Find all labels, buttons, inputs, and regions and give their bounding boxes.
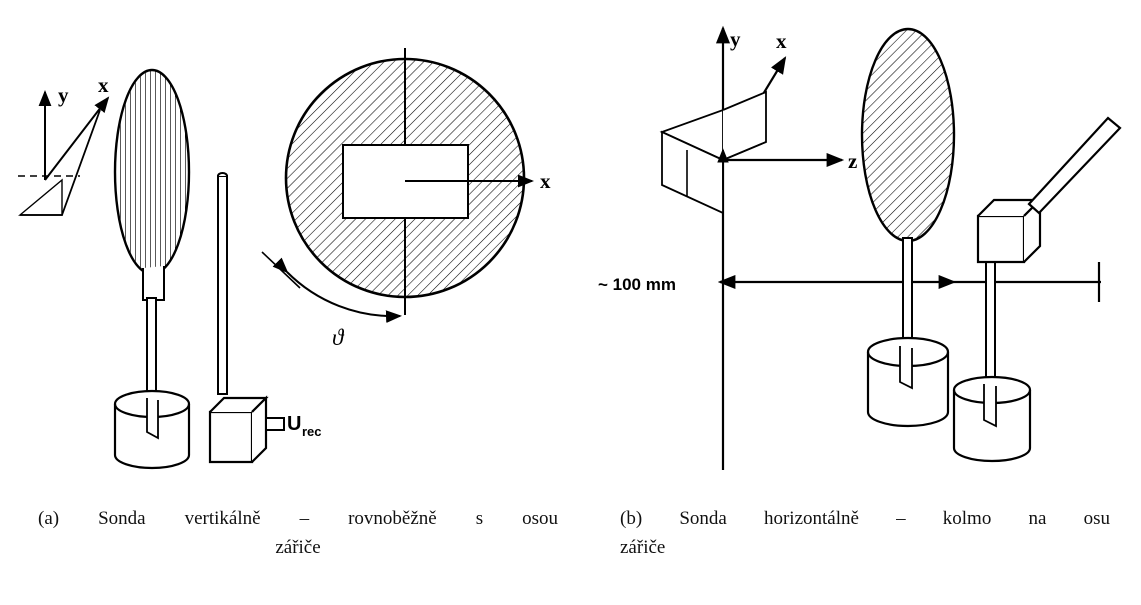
caption-a-line2: zářiče [275, 536, 321, 558]
beam-cross-section-a [262, 48, 551, 350]
transducer-horizontal-b [862, 29, 954, 426]
figure-panel-b [580, 0, 1141, 500]
transducer-vertical-a [115, 70, 189, 468]
distance-dimension-b [598, 262, 1101, 302]
caption-a-line1: (a) Sonda vertikálně – rovnoběžně s osou [38, 508, 558, 529]
panel-b-drawing [580, 0, 1141, 500]
distance-label: ~ 100 mm [598, 275, 676, 294]
angle-label-theta: ϑ [332, 325, 344, 350]
panel-a-drawing [0, 0, 580, 500]
coordinate-system-b [662, 27, 857, 470]
axis-label-y-inset-a: y [58, 83, 69, 107]
axis-label-x-inset-a: x [98, 73, 109, 97]
caption-b-line1: (b) Sonda horizontálně – kolmo na osu [620, 508, 1110, 529]
axis-label-x-b: x [776, 29, 787, 53]
signal-label-u-sub: rec [302, 424, 322, 439]
axis-label-x-disc-a: x [540, 169, 551, 193]
coordinate-inset-a [18, 73, 109, 215]
signal-label-u: U [287, 413, 302, 435]
probe-assembly-b [954, 118, 1120, 461]
caption-b-line2: zářiče [620, 536, 666, 558]
caption-panel-b [620, 505, 1110, 562]
figure-panel-a [0, 0, 580, 500]
axis-label-z-b: z [848, 149, 858, 173]
axis-label-y-b: y [730, 27, 741, 51]
caption-panel-a [38, 505, 558, 562]
